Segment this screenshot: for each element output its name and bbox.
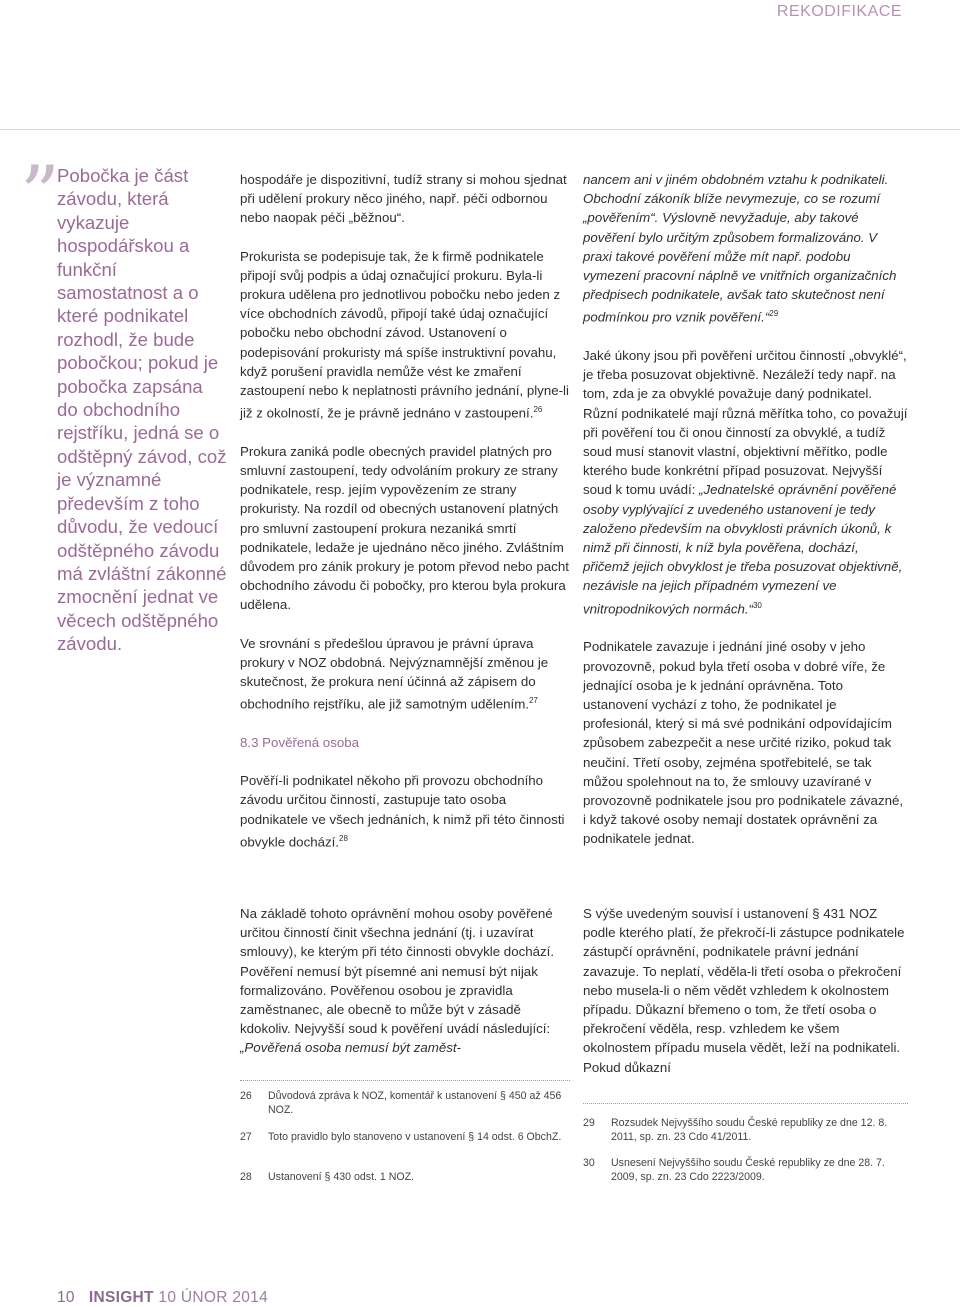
quote-mark-icon: ” <box>20 150 52 240</box>
footnote-ref[interactable]: 29 <box>769 309 779 319</box>
paragraph: Ve srovnání s předešlou úpravou je právní úprava prokury v NOZ obdobná. Nejvýznamnější změnou je skutečnost, že prokura není účinná až zápisem do obchodního rejstříku, ale již samotným udělením.$^{27}$ <box>240 635 549 712</box>
paragraph: hospodáře je dispozitivní, tudíž strany si mohou sjednat při udělení prokury něco jiného, např. péči odbornou nebo naopak péči „běžnou“. <box>240 172 567 226</box>
paragraph: Pověří-li podnikatel někoho při provozu obchodního závodu určitou činností, zastupuje tato osoba podnikatele ve všech jednáních, k nimž při této činnosti obvykle dochází.$^{28}$ <box>240 773 565 850</box>
page-number: 10 <box>57 1289 75 1306</box>
footnote-divider <box>583 1103 908 1104</box>
paragraph: Podnikatele zavazuje i jednání jiné osoby v jeho provozovně, pokud byla třetí osoba v dobré víře, že jednající osoba je k jednání oprávněna. Toto ustanovení vychází z toho, že podnikatel je profesionál, který si má své podnikání odpovídajícím způsobem zabezpečit a nese určité riziko, pokud tak neučiní. Třetí osoby, zejména spotřebitelé, se tak můžou spolehnout na to, že smlouvy uzavírané v provozovně podnikatele jsou pro podnikatele závazné, i když takové osoby nemají dostatek oprávnění za podnikatele jednat. <box>583 639 904 847</box>
paragraph: Prokurista se podepisuje tak, že k firmě podnikatele připojí svůj podpis a údaj označující prokuru. Byla-li prokura udělena pro jednotlivou pobočku nebo jeden z více obchodních závodů, připojí také údaj označující pobočku nebo obchodní závod. Ustanovení o podepisování prokuristy má spíše instruktivní povahu, když porušení pravidla nemůže vést ke zmaření zastoupení nebo k neplatnosti právního jednání, plyne-li již z okolností, že je právně jednáno v zastoupení.$^{26}$ <box>240 248 569 421</box>
top-divider <box>0 129 960 130</box>
footnote-26: 26 Důvodová zpráva k NOZ, komentář k ustanovení § 450 až 456 NOZ. <box>240 1090 562 1116</box>
column-right-top <box>583 170 908 849</box>
pull-quote: Pobočka je část závodu, která vykazuje hospodářskou a funkční samostatnost a o které podnikatel rozhodl, že bude pobočkou; pokud je pobočka zapsána do obchodního rejstříku, jedná se o odštěpný závod, což je významné především z toho důvodu, že vedoucí odštěpného závodu má zvláštní zákonné zmocnění jednat ve věcech odštěpného závodu. <box>57 165 227 655</box>
footnote-28: 28 Ustanovení § 430 odst. 1 NOZ. <box>240 1171 415 1183</box>
issue-label: 10 ÚNOR 2014 <box>158 1289 268 1306</box>
footnote-divider <box>240 1080 570 1081</box>
column-right-bottom <box>583 904 908 1077</box>
paragraph: Jaké úkony jsou při pověření určitou činností „obvyklé“, je třeba posuzovat objektivně. Nezáleží tedy např. na tom, zda je za obvyklé považuje daný podnikatel. Různí podnikatelé mají různá měřítka toho, co považují při pověření tou či onou činností za obvyklé, a tudíž soud musí stanovit vlastní, objektivní měřítko, podle kterého bude konkrétní případ posuzovat. Nejvyšší soud k tomu uvádí: „Jednatelské oprávnění pověřené osoby vyplývající z uvedeného ustanovení je tedy založeno především na obvyklosti právních úkonů, k nimž při činnosti, k níž byla pověřena, dochází, přičemž jejich obvyklost je třeba posuzovat objektivně, nezávisle na jejich případném vymezení ve vnitropodnikových normách.“$^{30}$ <box>583 348 908 617</box>
page-footer <box>57 1289 268 1307</box>
footnote-ref[interactable]: 30 <box>752 600 762 610</box>
footnote-27: 27 Toto pravidlo bylo stanoveno v ustanovení § 14 odst. 6 ObchZ. <box>240 1131 562 1143</box>
footnote-ref[interactable]: 28 <box>339 833 348 843</box>
column-middle-top <box>240 170 570 851</box>
footnote-29: 29 Rozsudek Nejvyššího soudu České republiky ze dne 12. 8. 2011, sp. zn. 23 Cdo 41/2011. <box>583 1117 888 1143</box>
column-middle-bottom <box>240 904 570 1058</box>
brand-name: INSIGHT <box>88 1289 154 1306</box>
paragraph: S výše uvedeným souvisí i ustanovení § 431 NOZ podle kterého platí, že překročí-li zástupce podnikatele zástupčí oprávnění, podnikatele právní jednání zavazuje. To neplatí, věděla-li třetí osoba o překročení nebo musela-li o něm vědět vzhledem k okolnostem případu. Důkazní břemeno o tom, že třetí osoba o překročení věděla, resp. vzhledem ke všem okolnostem případu musela vědět, leží na podnikateli. Pokud důkazní <box>583 906 905 1075</box>
quoted-paragraph: nancem ani v jiném obdobném vztahu k podnikateli. Obchodní zákoník blíže nevymezuje, co se rozumí „pověřením“. Výslovně nevyžaduje, aby takové pověření bylo určitým způsobem formalizováno. V praxi takové pověření může mít např. podobu vymezení pracovní náplně ve vnitřních organizačních předpisech podnikatele, avšak tato skutečnost není podmínkou pro vznik pověření.“$^{29}$ <box>583 172 897 325</box>
footnote-30: 30 Usnesení Nejvyššího soudu České republiky ze dne 28. 7. 2009, sp. zn. 23 Cdo 2223/2009. <box>583 1157 885 1183</box>
section-heading: 8.3 Pověřená osoba <box>240 734 360 750</box>
section-label: REKODIFIKACE <box>776 3 902 20</box>
paragraph: Prokura zaniká podle obecných pravidel platných pro smluvní zastoupení, tedy odvoláním prokury ze strany podnikatele, resp. jejím vypovězením ze strany prokuristy. Na rozdíl od obecných ustanovení platných pro smluvní zastoupení prokura nezaniká smrtí podnikatele, ledaže je ujednáno něco jiného. Zvláštním důvodem pro zánik prokury je potom převod nebo pacht obchodního závodu či pobočky, pro kterou byla prokura udělena. <box>240 443 569 613</box>
paragraph: Na základě tohoto oprávnění mohou osoby pověřené určitou činností činit všechna jednání (tj. i uzavírat smlouvy), ke kterým při této činnosti obvykle dochází. Pověření nemusí být písemné ani nemusí být nijak formalizováno. Pověřenou osobou je zpravidla zaměstnanec, ale obecně to může být v zásadě kdokoliv. Nejvyšší soud k pověření uvádí následující: „Pověřená osoba nemusí být zaměst- <box>240 906 555 1056</box>
footnote-ref[interactable]: 26 <box>533 405 543 415</box>
footnote-ref[interactable]: 27 <box>528 696 538 706</box>
